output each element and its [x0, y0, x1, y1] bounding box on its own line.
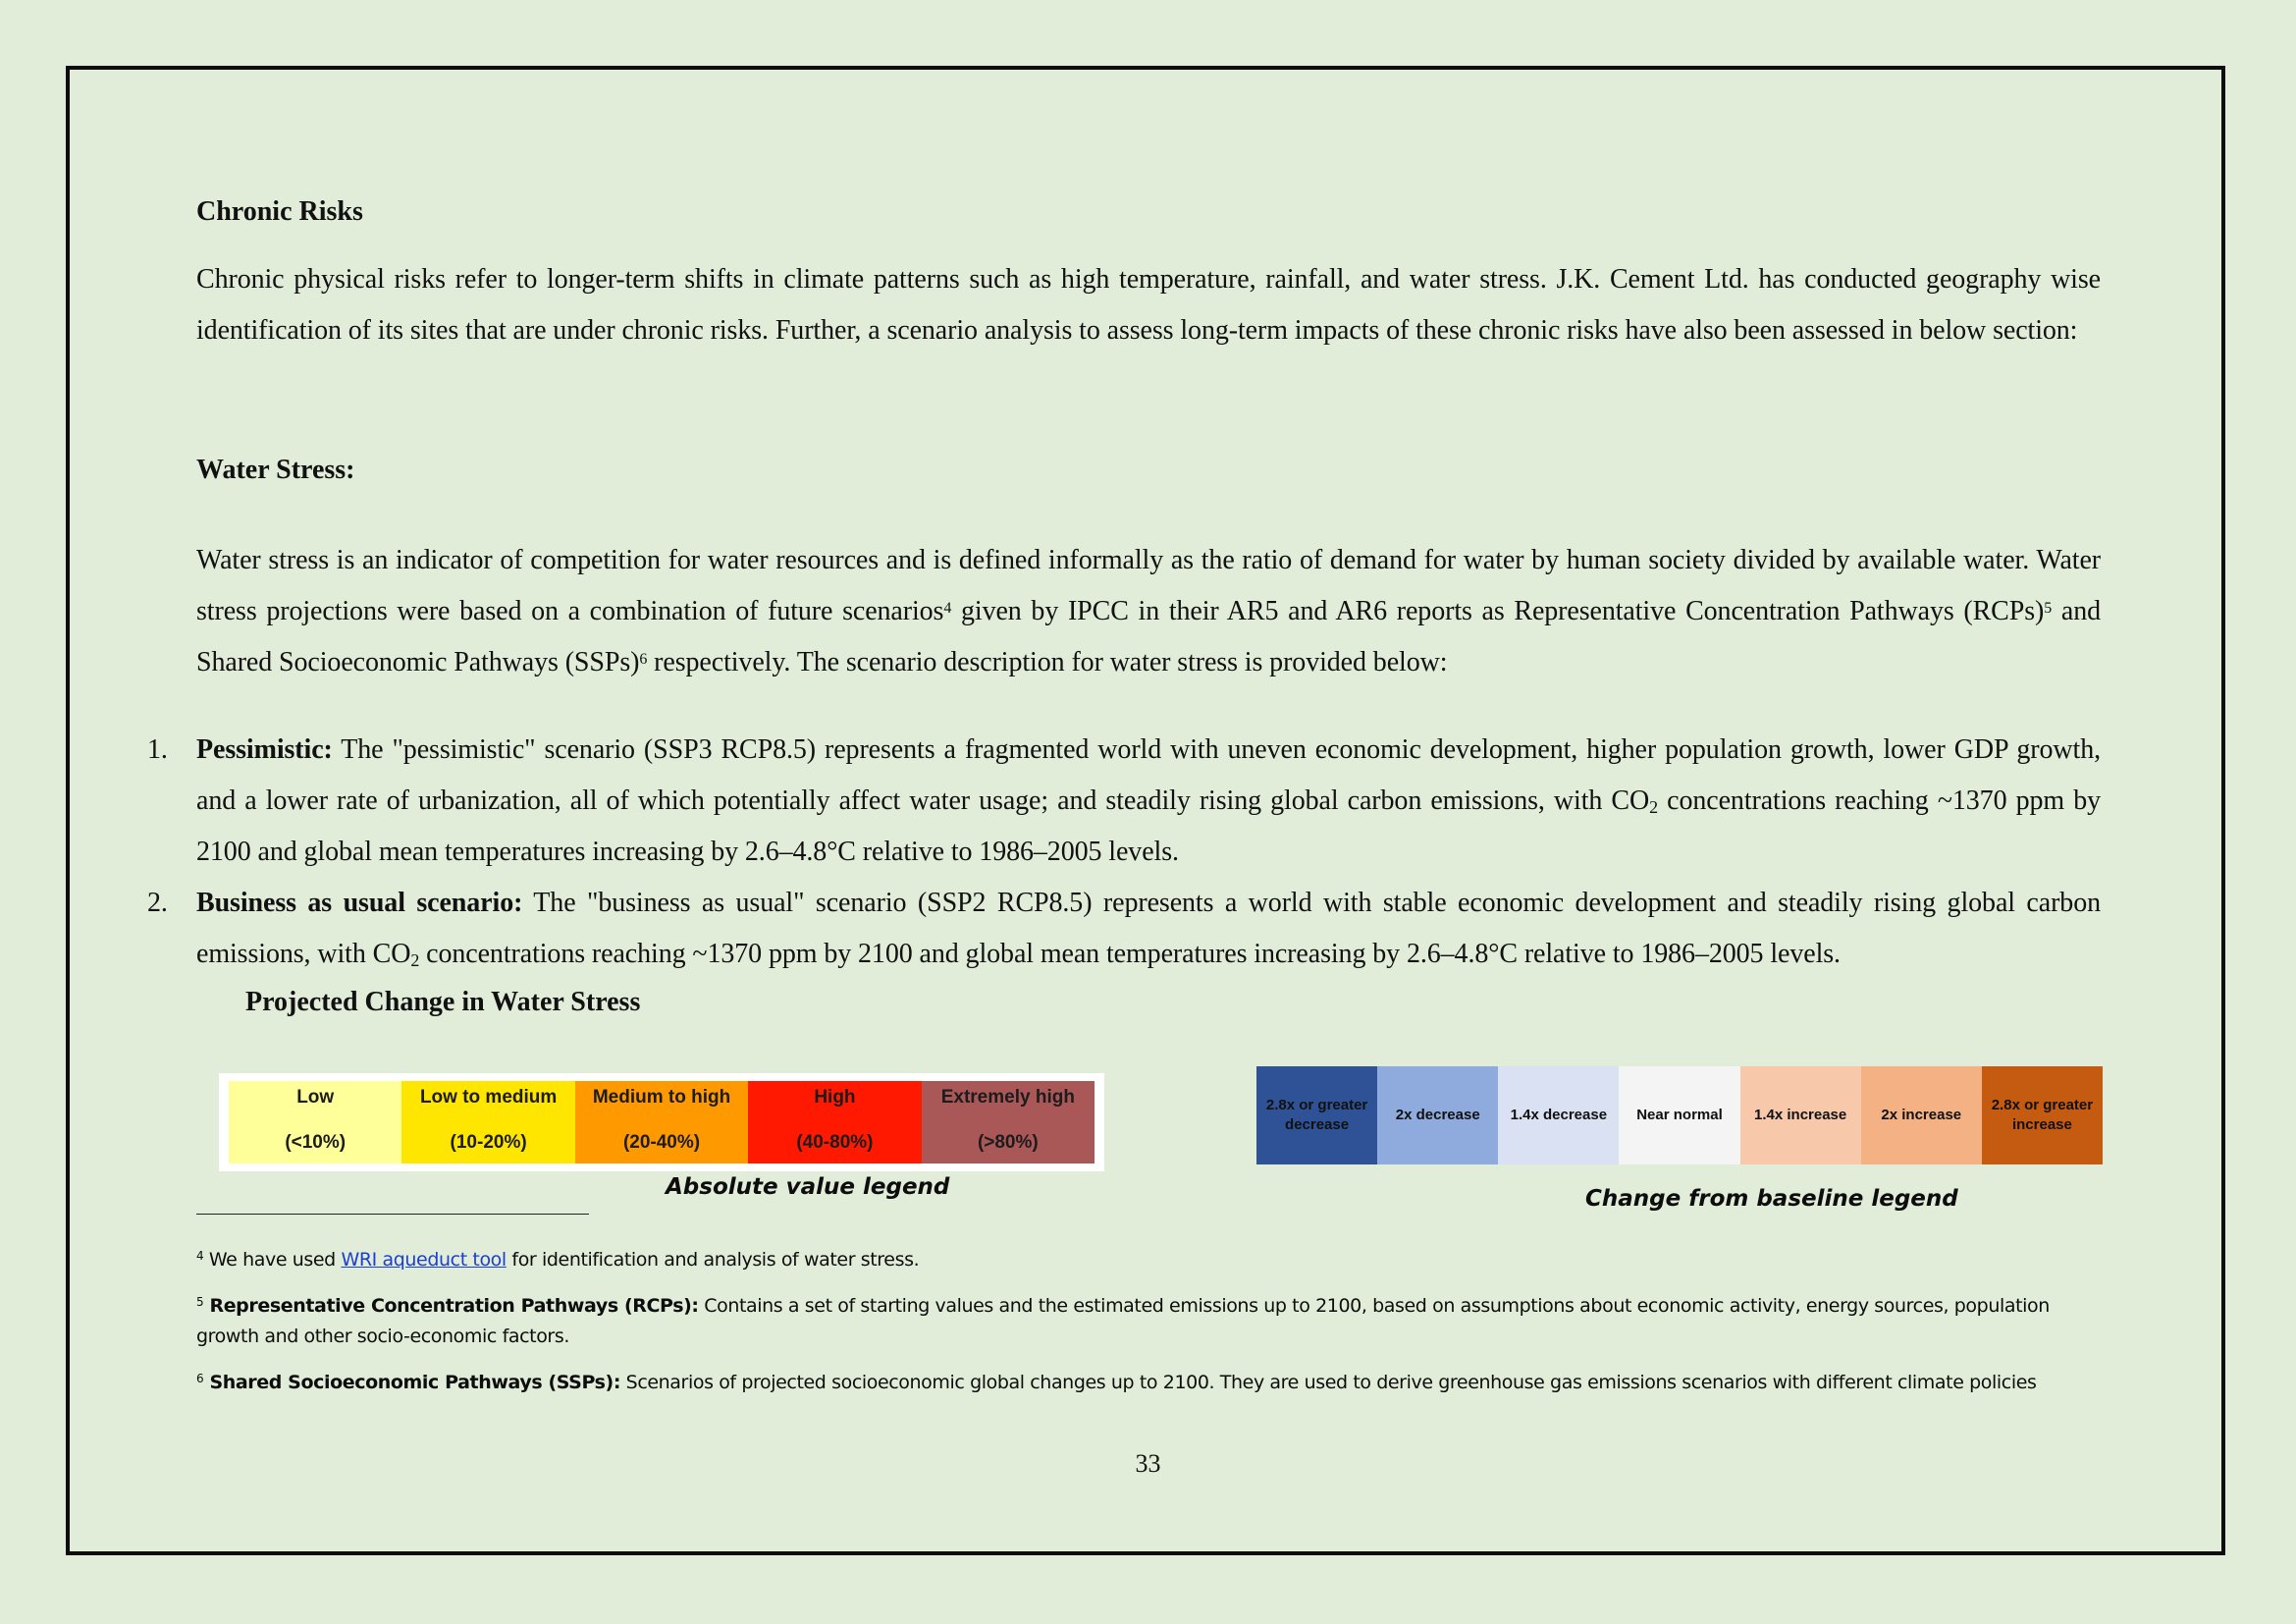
change-legend-caption: Change from baseline legend: [1585, 1186, 1958, 1212]
projected-change-heading: Projected Change in Water Stress: [245, 987, 641, 1017]
list-number: 1.: [147, 734, 168, 765]
footnote-text: Contains a set of starting values and the estimated emissions up to 2100, based on assumptions about economic activity, energy sources, population growth and other socio-economic factors.: [196, 1295, 2050, 1347]
section-title: Chronic Risks: [196, 196, 363, 227]
legend-cell-2-8x-increase: 2.8x or greater increase: [1982, 1066, 2103, 1164]
legend-cell-low: [229, 1081, 401, 1164]
scenario-text: concentrations reaching ~1370 ppm by 2100 and global mean temperatures increasing by 2.6–4.8°C relative to 1986–2005 levels.: [419, 939, 1841, 969]
footnote-text: We have used: [203, 1249, 342, 1271]
water-stress-paragraph: [196, 535, 2101, 688]
scenario-text: The "pessimistic" scenario (SSP3 RCP8.5) represents a fragmented world with uneven economic development, higher population growth, lower GDP growth, and a lower rate of urbanization, all of which potentially affect water usage; and steadily rising global carbon emissions, with CO: [196, 734, 2101, 816]
footnote-term: Representative Concentration Pathways (RCPs):: [203, 1295, 699, 1317]
legend-label: Low to medium: [419, 1087, 558, 1108]
footnote-number: 4: [196, 1249, 204, 1263]
list-number: 2.: [147, 888, 168, 918]
wri-aqueduct-link[interactable]: WRI aqueduct tool: [341, 1249, 507, 1271]
legend-range: (>80%): [977, 1132, 1039, 1153]
legend-cell-1-4x-decrease: 1.4x decrease: [1498, 1066, 1619, 1164]
footnote-number: 6: [196, 1372, 204, 1385]
legend-range: (20-40%): [622, 1132, 701, 1153]
scenario-title: Pessimistic:: [196, 734, 333, 765]
para-text: given by IPCC in their AR5 and AR6 reports as Representative Concentration Pathways (RCPs): [951, 596, 2045, 626]
change-from-baseline-legend: [1256, 1066, 2103, 1164]
page-number: 33: [1135, 1449, 1161, 1478]
scenario-title: Business as usual scenario:: [196, 888, 523, 918]
legend-cell-low-to-medium: [401, 1081, 574, 1164]
legend-cell-medium-to-high: [575, 1081, 748, 1164]
scenario-text: The "business as usual" scenario (SSP2 RCP8.5) represents a world with stable economic development and steadily rising global carbon emissions, with CO: [196, 888, 2101, 969]
footnote-term: Shared Socioeconomic Pathways (SSPs):: [203, 1372, 621, 1393]
footnote-number: 5: [196, 1295, 204, 1309]
legend-label: Medium to high: [592, 1087, 731, 1108]
legend-cell-2x-increase: 2x increase: [1861, 1066, 1982, 1164]
legend-range: (10-20%): [450, 1132, 527, 1153]
absolute-value-legend: [219, 1073, 1104, 1171]
legend-range: (<10%): [285, 1132, 347, 1153]
subscript: 2: [1649, 797, 1659, 817]
footnote-ref: 5: [2044, 600, 2053, 617]
water-stress-heading: Water Stress:: [196, 455, 355, 485]
footnote-text: Scenarios of projected socioeconomic global changes up to 2100. They are used to derive greenhouse gas emissions scenarios with different climate policies: [620, 1372, 2037, 1393]
footnote-4: [196, 1245, 2101, 1275]
legend-cell-2-8x-decrease: 2.8x or greater decrease: [1256, 1066, 1377, 1164]
para-text: respectively. The scenario description for water stress is provided below:: [647, 647, 1448, 677]
footnote-ref: 6: [639, 651, 648, 668]
scenario-item-pessimistic: [147, 725, 2101, 878]
legend-label: Low: [296, 1087, 335, 1108]
absolute-legend-caption: Absolute value legend: [666, 1174, 950, 1200]
legend-label: Extremely high: [940, 1087, 1075, 1108]
footnote-5: [196, 1291, 2101, 1352]
scenario-item-business-as-usual: [147, 878, 2101, 980]
legend-cell-extremely-high: [922, 1081, 1095, 1164]
footnote-separator: [196, 1214, 589, 1215]
legend-range: (40-80%): [796, 1132, 874, 1153]
legend-cell-2x-decrease: 2x decrease: [1377, 1066, 1498, 1164]
subscript: 2: [410, 950, 420, 970]
legend-cell-near-normal: Near normal: [1619, 1066, 1739, 1164]
para-text: and Shared Socioeconomic Pathways (SSPs): [196, 596, 2101, 677]
scenario-text: concentrations reaching ~1370 ppm by 2100 and global mean temperatures increasing by 2.6–4.8°C relative to 1986–2005 levels.: [196, 785, 2101, 867]
footnote-ref: 4: [943, 600, 952, 617]
footnote-text: for identification and analysis of water stress.: [506, 1249, 920, 1271]
legend-cell-high: [748, 1081, 921, 1164]
legend-label: High: [814, 1087, 856, 1108]
footnote-6: [196, 1368, 2101, 1398]
intro-paragraph: Chronic physical risks refer to longer-term shifts in climate patterns such as high temperature, rainfall, and water stress. J.K. Cement Ltd. has conducted geography wise identification of its sites that are under chronic risks. Further, a scenario analysis to assess long-term impacts of these chronic risks have also been assessed in below section:: [196, 264, 2101, 346]
legend-cell-1-4x-increase: 1.4x increase: [1740, 1066, 1861, 1164]
para-text: Water stress is an indicator of competition for water resources and is defined informally as the ratio of demand for water by human society divided by available water. Water stress projections were based on a combination of future scenarios: [196, 545, 2101, 626]
